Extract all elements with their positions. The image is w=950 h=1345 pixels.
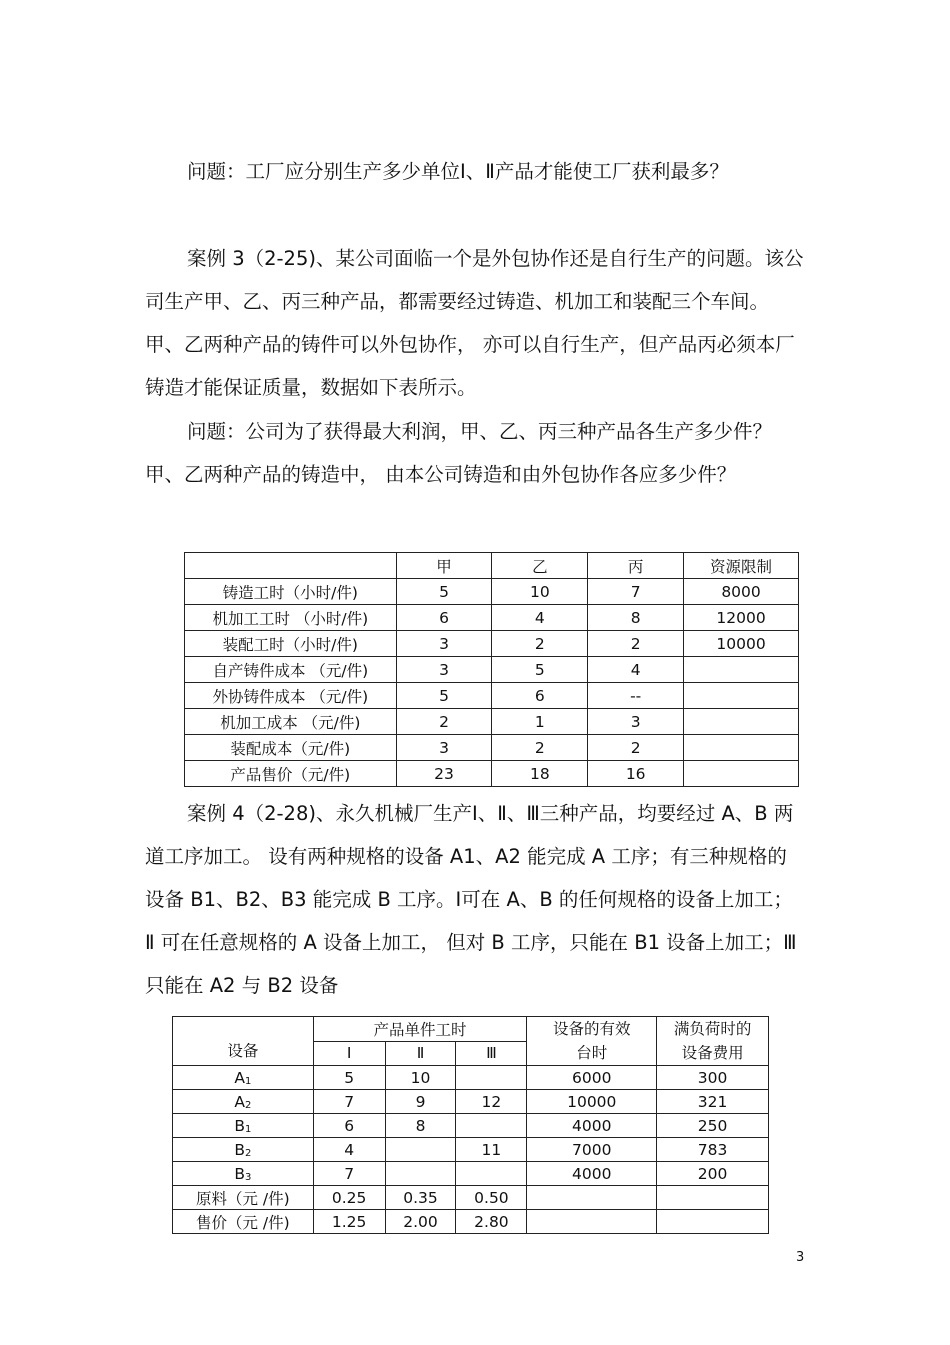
row-label: 铸造工时（小时/件) xyxy=(185,579,397,605)
table-row xyxy=(173,1066,769,1090)
row-label: 装配成本（元/件) xyxy=(185,735,397,761)
table-cell: 5 xyxy=(492,657,588,683)
table-cell: 10 xyxy=(492,579,588,605)
row-label: 自产铸件成本 （元/件) xyxy=(185,657,397,683)
table-header-cell: 乙 xyxy=(492,553,588,579)
paragraph-case-4: 案例 4（2-28)、永久机械厂生产Ⅰ、Ⅱ、Ⅲ三种产品，均要经过 A、B 两道工序加工。 设有两种规格的设备 A1、A2 能完成 A 工序；有三种规格的设备 B1、B2、B3 能完成 B 工序。Ⅰ可在 A、B 的任何规格的设备上加工； Ⅱ 可在任意规格的 A 设备上加工， 但对 B 工序，只能在 B1 设备上加工；Ⅲ只能在 A2 与 B2 设备 xyxy=(145,802,797,997)
device-label: $B_3$ xyxy=(173,1162,314,1186)
table-cell: 0.50 xyxy=(456,1186,527,1210)
table-cell xyxy=(385,1138,456,1162)
page-number: 3 xyxy=(796,1250,805,1265)
table-cell xyxy=(385,1162,456,1186)
table-row xyxy=(185,761,799,787)
table-cell xyxy=(657,1186,769,1210)
table-header-row xyxy=(185,553,799,579)
table-cell: 23 xyxy=(396,761,492,787)
table-row xyxy=(185,735,799,761)
table-cell: 10 xyxy=(385,1066,456,1090)
table-row xyxy=(173,1138,769,1162)
table-cell: 6 xyxy=(396,605,492,631)
row-label: 原料（元 /件) xyxy=(173,1186,314,1210)
table-cell: 2.80 xyxy=(456,1210,527,1234)
table-row xyxy=(173,1162,769,1186)
row-label: 装配工时（小时/件) xyxy=(185,631,397,657)
table-cell: 5 xyxy=(396,683,492,709)
table-cell xyxy=(527,1210,657,1234)
table-row xyxy=(185,579,799,605)
header-product-1: Ⅰ xyxy=(313,1041,385,1066)
header-product-2: Ⅱ xyxy=(385,1041,456,1066)
table-cell xyxy=(456,1114,527,1138)
device-label: $A_1$ xyxy=(173,1066,314,1090)
table-row xyxy=(173,1090,769,1114)
table-header-cell: 资源限制 xyxy=(684,553,799,579)
row-label: 机加工工时 （小时/件) xyxy=(185,605,397,631)
table-row xyxy=(173,1114,769,1138)
header-effective-hours: 设备的有效台时 xyxy=(527,1017,657,1066)
table-cell: 8 xyxy=(385,1114,456,1138)
table-cell: 10000 xyxy=(527,1090,657,1114)
table-cell: 5 xyxy=(313,1066,385,1090)
table-cell xyxy=(684,657,799,683)
row-label: 售价（元 /件) xyxy=(173,1210,314,1234)
table-cell xyxy=(684,761,799,787)
table-row xyxy=(185,631,799,657)
table-cell xyxy=(684,735,799,761)
table-cell: 12000 xyxy=(684,605,799,631)
table-cell: 4 xyxy=(313,1138,385,1162)
table-row xyxy=(185,657,799,683)
table-cell: 6 xyxy=(313,1114,385,1138)
table-cell xyxy=(684,709,799,735)
table-row xyxy=(185,709,799,735)
table-cell: 250 xyxy=(657,1114,769,1138)
table-cell: 2 xyxy=(588,735,684,761)
table-cell: -- xyxy=(588,683,684,709)
table-cell xyxy=(456,1162,527,1186)
table-cell: 4000 xyxy=(527,1114,657,1138)
table-cell: 0.35 xyxy=(385,1186,456,1210)
table-cell: 0.25 xyxy=(313,1186,385,1210)
table-cell: 11 xyxy=(456,1138,527,1162)
table-cell: 783 xyxy=(657,1138,769,1162)
row-label: 产品售价（元/件) xyxy=(185,761,397,787)
device-label: $A_2$ xyxy=(173,1090,314,1114)
table-cell: 200 xyxy=(657,1162,769,1186)
table-cell xyxy=(657,1210,769,1234)
table-cell: 6000 xyxy=(527,1066,657,1090)
device-label: $B_1$ xyxy=(173,1114,314,1138)
table-row xyxy=(173,1210,769,1234)
table-cell: 10000 xyxy=(684,631,799,657)
table-cell: 2 xyxy=(396,709,492,735)
table-cell: 7 xyxy=(313,1090,385,1114)
table-cell xyxy=(684,683,799,709)
table-cell: 16 xyxy=(588,761,684,787)
table-cell: 3 xyxy=(396,631,492,657)
table-cell: 3 xyxy=(588,709,684,735)
header-unit-time: 产品单件工时 xyxy=(313,1017,527,1042)
table-cell: 4000 xyxy=(527,1162,657,1186)
table-cell: 2 xyxy=(588,631,684,657)
table-cell: 18 xyxy=(492,761,588,787)
table-cell: 2 xyxy=(492,631,588,657)
table-cell: 300 xyxy=(657,1066,769,1090)
device-label: $B_2$ xyxy=(173,1138,314,1162)
table-header-row xyxy=(173,1017,769,1042)
table-cell: 12 xyxy=(456,1090,527,1114)
table-cell: 7000 xyxy=(527,1138,657,1162)
table-cell: 4 xyxy=(588,657,684,683)
table-cell: 8000 xyxy=(684,579,799,605)
table-header-cell: 丙 xyxy=(588,553,684,579)
table-cell: 4 xyxy=(492,605,588,631)
table-cell xyxy=(527,1186,657,1210)
table-cell xyxy=(456,1066,527,1090)
row-label: 机加工成本 （元/件) xyxy=(185,709,397,735)
table-cell: 9 xyxy=(385,1090,456,1114)
table-cell: 3 xyxy=(396,735,492,761)
table-cell: 2 xyxy=(492,735,588,761)
paragraph-question-1: 问题：工厂应分别生产多少单位Ⅰ、Ⅱ产品才能使工厂获利最多？ xyxy=(187,160,729,183)
equipment-table xyxy=(172,1016,769,1234)
header-full-load-cost: 满负荷时的设备费用 xyxy=(657,1017,769,1066)
table-cell: 8 xyxy=(588,605,684,631)
row-label: 外协铸件成本 （元/件) xyxy=(185,683,397,709)
table-row xyxy=(185,605,799,631)
table-cell: 1.25 xyxy=(313,1210,385,1234)
table-cell: 5 xyxy=(396,579,492,605)
table-header-cell xyxy=(185,553,397,579)
table-cell: 7 xyxy=(313,1162,385,1186)
header-product-3: Ⅲ xyxy=(456,1041,527,1066)
header-device: 设备 xyxy=(173,1017,314,1066)
table-row xyxy=(173,1186,769,1210)
table-row xyxy=(185,683,799,709)
table-header-cell: 甲 xyxy=(396,553,492,579)
paragraph-question-3: 问题：公司为了获得最大利润，甲、乙、丙三种产品各生产多少件？甲、乙两种产品的铸造中， 由本公司铸造和由外包协作各应多少件？ xyxy=(145,420,773,486)
table-cell: 3 xyxy=(396,657,492,683)
table-cell: 7 xyxy=(588,579,684,605)
table-cell: 2.00 xyxy=(385,1210,456,1234)
table-cell: 1 xyxy=(492,709,588,735)
production-cost-table xyxy=(184,552,799,787)
table-cell: 321 xyxy=(657,1090,769,1114)
paragraph-case-3: 案例 3（2-25)、某公司面临一个是外包协作还是自行生产的问题。该公司生产甲、乙、丙三种产品，都需要经过铸造、机加工和装配三个车间。甲、乙两种产品的铸件可以外包协作， 亦可以自行生产，但产品丙必须本厂铸造才能保证质量，数据如下表所示。 xyxy=(145,247,804,399)
table-cell: 6 xyxy=(492,683,588,709)
